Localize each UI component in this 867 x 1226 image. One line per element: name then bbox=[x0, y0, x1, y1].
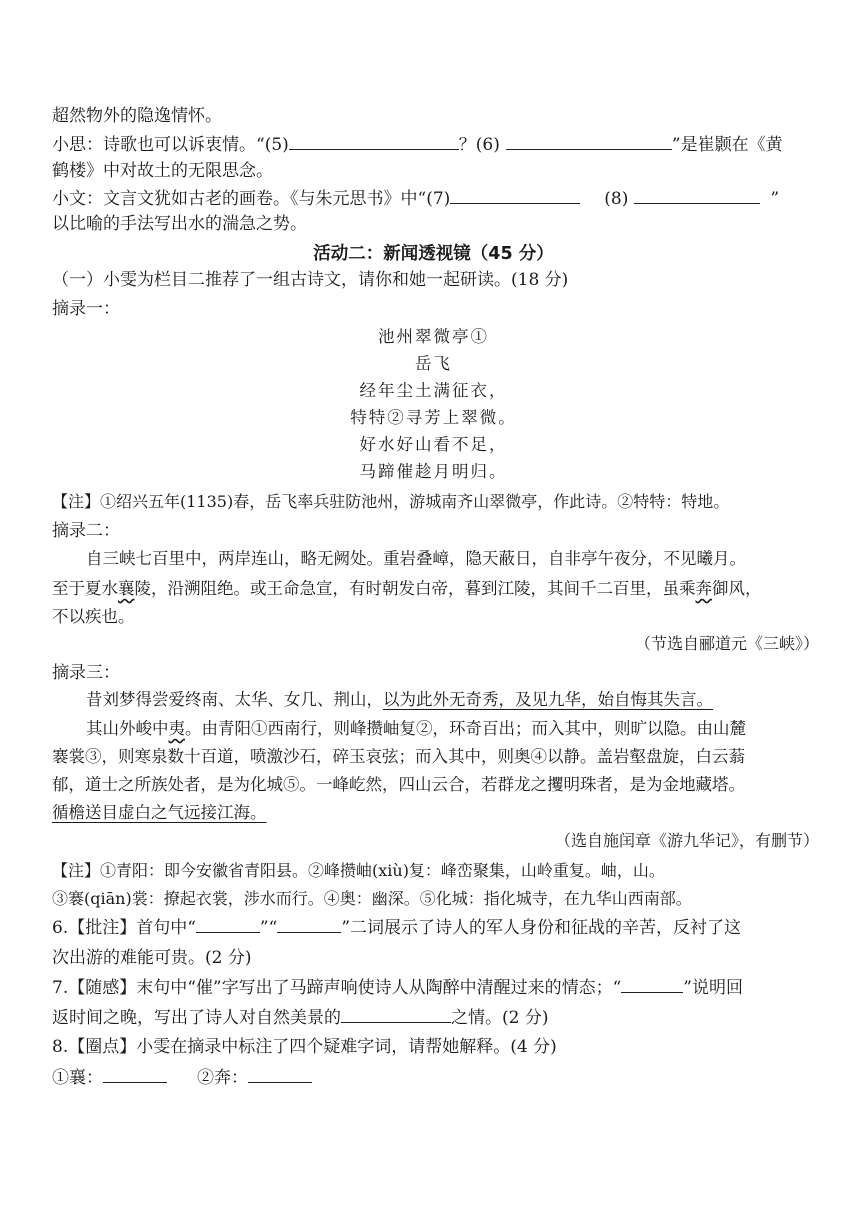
poem-note: 【注】①绍兴五年(1135)春，岳飞率兵驻防池州，游城南齐山翠微亭，作此诗。②特特：特地。 bbox=[52, 492, 730, 511]
excerpt3-para-3: 褰裳③，则寒泉数十百道，喷激沙石，碎玉哀弦；而入其中，则奥④以静。盖岩壑盘旋，白云蓊 bbox=[52, 747, 745, 766]
poem-line: 经年尘土满征衣， bbox=[359, 381, 508, 400]
excerpt2-source: （节选自郦道元《三峡》） bbox=[634, 634, 819, 653]
poem-author: 岳飞 bbox=[415, 354, 452, 373]
excerpt3-source: （选自施闰章《游九华记》，有删节） bbox=[554, 831, 819, 850]
excerpt3-label: 摘录三： bbox=[52, 663, 120, 683]
excerpt1-label: 摘录一： bbox=[52, 299, 120, 319]
question-6: 6.【批注】首句中“ ”“ ”二词展示了诗人的军人身份和征战的辛苦，反衬了这 bbox=[52, 918, 742, 938]
activity-intro: （一）小雯为栏目二推荐了一组古诗文，请你和她一起研读。(18 分) bbox=[52, 270, 569, 290]
poem-line: 特特②寻芳上翠微。 bbox=[350, 408, 517, 427]
answer-blank-8[interactable] bbox=[634, 188, 760, 204]
excerpt2-para-1: 自三峡七百里中，两岸连山，略无阙处。重岩叠嶂，隐天蔽日，自非亭午夜分，不见曦月。 bbox=[86, 549, 746, 568]
line-q7: 小文：文言文犹如古老的画卷。《与朱元思书》中“(7) (8) ” bbox=[52, 189, 780, 209]
poem-title: 池州翠微亭① bbox=[378, 327, 489, 346]
question-8-answers: ①襄： ②奔： bbox=[52, 1066, 823, 1090]
excerpt2-para-3: 不以疾也。 bbox=[52, 607, 135, 626]
marked-word-ben: 奔 bbox=[695, 579, 712, 598]
marked-word-xiang: 襄 bbox=[118, 579, 135, 598]
answer-blank-q8-1[interactable] bbox=[103, 1067, 167, 1083]
excerpt3-para-1: 昔刘梦得尝爱终南、太华、女几、荆山，以为此外无奇秀，及见九华，始自悔其失言。 bbox=[86, 690, 713, 709]
underlined-sentence-2: 循檐送目虚白之气远接江海。 bbox=[52, 803, 267, 822]
underlined-sentence-1: 以为此外无奇秀，及见九华，始自悔其失言。 bbox=[383, 690, 713, 709]
answer-blank-5[interactable] bbox=[289, 134, 459, 150]
excerpt3-para-2: 其山外峻中夷。由青阳①西南行，则峰攒岫复②，环奇百出；而入其中，则旷以隐。由山麓 bbox=[86, 719, 746, 738]
question-6-cont: 次出游的难能可贵。(2 分) bbox=[52, 948, 252, 968]
answer-blank-7[interactable] bbox=[450, 188, 580, 204]
line-top-3: 鹤楼》中对故土的无限思念。 bbox=[52, 161, 273, 181]
line-top-1: 超然物外的隐逸情怀。 bbox=[52, 106, 222, 126]
poem-line: 马蹄催趁月明归。 bbox=[359, 462, 508, 481]
marked-word-yi: 夷 bbox=[168, 719, 185, 738]
answer-blank-q7-2[interactable] bbox=[341, 1007, 451, 1023]
excerpt3-note-2: ③褰(qiān)裳：撩起衣裳，涉水而行。④奥：幽深。⑤化城：指化城寺，在九华山西南部。 bbox=[52, 889, 692, 908]
excerpt2-para-2: 至于夏水襄陵，沿溯阻绝。或王命急宣，有时朝发白帝，暮到江陵，其间千二百里，虽乘奔御风， bbox=[52, 579, 762, 598]
excerpt2-label: 摘录二： bbox=[52, 521, 120, 541]
answer-blank-6[interactable] bbox=[506, 134, 672, 150]
line-q5: 小思：诗歌也可以诉衷情。“(5) ？(6) ”是崔颢在《黄 bbox=[52, 135, 783, 155]
poem-line: 好水好山看不足， bbox=[359, 435, 508, 454]
excerpt3-para-5 bbox=[52, 801, 823, 825]
question-7-cont: 返时间之晚，写出了诗人对自然美景的 之情。(2 分) bbox=[52, 1008, 549, 1028]
excerpt3-para-4: 郁，道士之所族处者，是为化城⑤。一峰屹然，四山云合，若群龙之攫明珠者，是为金地藏塔。 bbox=[52, 775, 745, 794]
activity-title: 活动二：新闻透视镜（45 分） bbox=[313, 244, 554, 264]
answer-blank-q6-2[interactable] bbox=[277, 917, 341, 933]
answer-blank-q8-2[interactable] bbox=[248, 1067, 312, 1083]
excerpt3-note-1: 【注】①青阳：即今安徽省青阳县。②峰攒岫(xiù)复：峰峦聚集，山岭重复。岫，山。 bbox=[52, 861, 665, 880]
answer-blank-q7-1[interactable] bbox=[621, 977, 683, 993]
answer-blank-q6-1[interactable] bbox=[196, 917, 260, 933]
question-7: 7.【随感】末句中“催”字写出了马蹄声响使诗人从陶醉中清醒过来的情态；“ ”说明回 bbox=[52, 978, 743, 998]
question-8: 8.【圈点】小雯在摘录中标注了四个疑难字词，请帮她解释。(4 分) bbox=[52, 1037, 557, 1057]
line-top-5: 以比喻的手法写出水的湍急之势。 bbox=[52, 214, 307, 234]
